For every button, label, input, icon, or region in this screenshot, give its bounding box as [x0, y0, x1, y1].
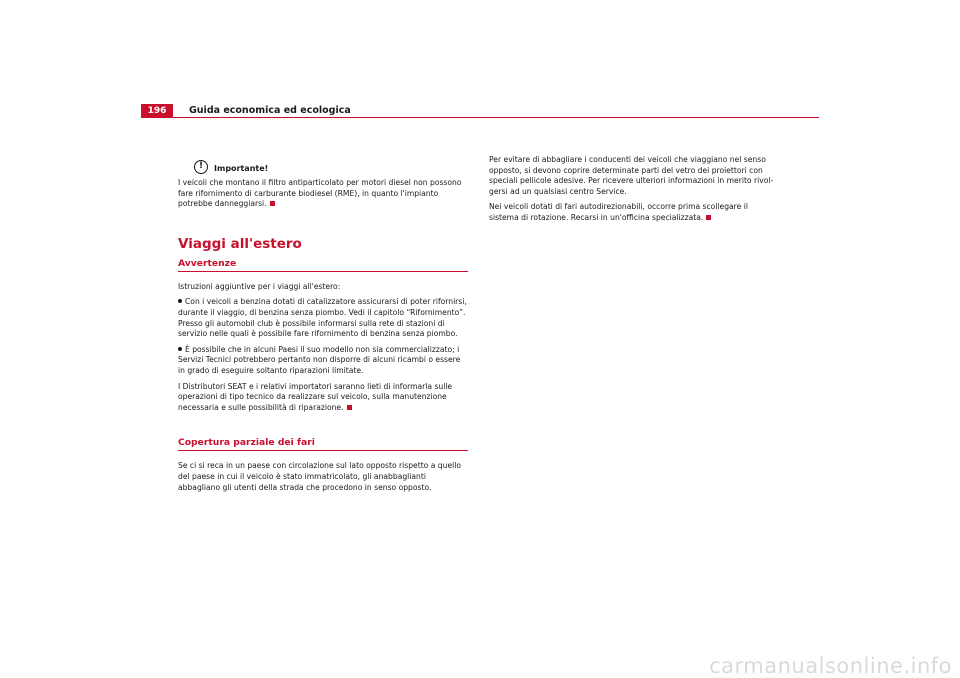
watermark: carmanualsonline.info: [709, 654, 952, 678]
bullet-item: Con i veicoli a benzina dotati di catalizzatore assicurarsi di poter rifornirsi, durante il viaggio, di benzina senza piombo. Vedi il capitolo “Rifornimento”. Presso gli automobil club è possibile informarsi sulla rete di stazioni di servizio nelle quali è possibile fare rifornimento di benzina senza piombo.: [178, 297, 467, 339]
note-header: [178, 160, 468, 178]
subsection-title-avvertenze: Avvertenze: [178, 258, 468, 272]
right-paragraph-2: Nei veicoli dotati di fari autodirezionabili, occorre prima scollegare il sistema di rotazione. Recarsi in un'officina specializzata.: [489, 202, 748, 222]
page-number: 196: [141, 104, 173, 118]
page-header: [141, 104, 819, 118]
note-title: Importante!: [214, 164, 269, 173]
exclamation-circle-icon: !: [194, 160, 208, 174]
right-paragraph-1: Per evitare di abbagliare i conducenti dei veicoli che viaggiano nel senso opposto, si devono coprire determinate parti del vetro dei proiettori con speciali pellicole adesive. Per ricevere ulteriori informazioni in merito rivol-gersi ad un qualsiasi centro Service.: [489, 155, 774, 196]
copertura-text: Se ci si reca in un paese con circolazione sul lato opposto rispetto a quello del paese in cui il veicolo è stato immatricolato, gli anabbaglianti abbagliano gli utenti della strada che procedono in senso opposto.: [178, 461, 461, 492]
section-title: Viaggi all'estero: [178, 235, 302, 252]
avvertenze-intro: Istruzioni aggiuntive per i viaggi all'estero:: [178, 281, 341, 291]
end-mark-icon: [706, 215, 711, 220]
left-column: [178, 160, 468, 498]
bullet-item: È possibile che in alcuni Paesi il suo modello non sia commercializzato; i Servizi Tecnici potrebbero pertanto non disporre di alcuni ricambi o essere in grado di eseguire soltanto riparazioni limitate.: [178, 344, 461, 375]
end-mark-icon: [347, 405, 352, 410]
bullet-icon: [178, 347, 182, 351]
avvertenze-closing: I Distributori SEAT e i relativi importatori saranno lieti di informarla sulle operazioni di tipo tecnico da realizzare sul veicolo, sulla manutenzione necessaria e sulle possibilità di riparazione.: [178, 381, 453, 412]
bullet-icon: [178, 299, 182, 303]
subsection-title-copertura: Copertura parziale dei fari: [178, 437, 468, 451]
header-rule: [173, 117, 819, 118]
running-title: Guida economica ed ecologica: [189, 105, 351, 116]
end-mark-icon: [270, 201, 275, 206]
note-text: I veicoli che montano il filtro antiparticolato per motori diesel non possono fare rifornimento di carburante biodiesel (RME), in quanto l'impianto potrebbe danneggiarsi.: [178, 178, 462, 209]
right-column: [489, 155, 779, 229]
